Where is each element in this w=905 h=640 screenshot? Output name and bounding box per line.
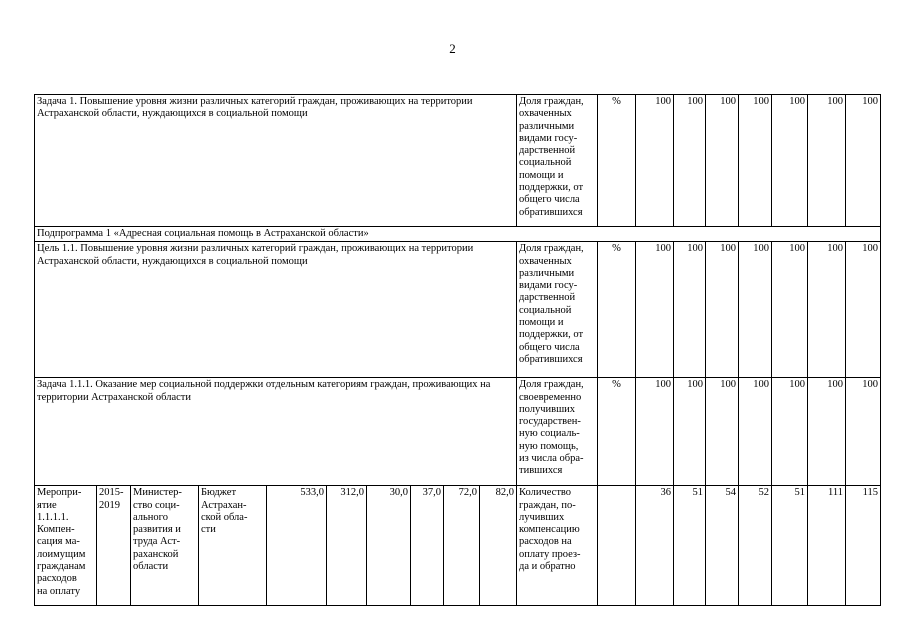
value-cell: 100 — [739, 378, 772, 486]
value-cell: 100 — [636, 242, 674, 378]
value-cell: 100 — [846, 95, 881, 227]
value-cell: 100 — [772, 242, 808, 378]
task-description: Задача 1. Повышение уровня жизни различных категорий граждан, проживающих на территории Астраханской области, нуждающихся в социальной помощи — [35, 95, 517, 227]
value-cell: 100 — [808, 378, 846, 486]
value-cell: 36 — [636, 486, 674, 606]
program-table — [34, 94, 881, 606]
finance-cell: 312,0 — [327, 486, 367, 606]
value-cell: 100 — [674, 242, 706, 378]
indicator-cell: Доля граждан, своевременно получивших государствен- ную социаль- ную помощь, из числа обра- тившихся — [517, 378, 598, 486]
unit-cell: % — [598, 242, 636, 378]
finance-cell: 533,0 — [267, 486, 327, 606]
task-row — [35, 95, 881, 227]
goal-description: Цель 1.1. Повышение уровня жизни различных категорий граждан, проживающих на территории Астраханской области, нуждающихся в социальной помощи — [35, 242, 517, 378]
value-cell: 54 — [706, 486, 739, 606]
value-cell: 115 — [846, 486, 881, 606]
value-cell: 52 — [739, 486, 772, 606]
unit-cell: % — [598, 95, 636, 227]
measure-executor: Министер- ство соци- ального развития и труда Аст- раханской области — [131, 486, 199, 606]
value-cell: 100 — [772, 95, 808, 227]
value-cell: 100 — [636, 378, 674, 486]
measure-row — [35, 486, 881, 606]
measure-period: 2015- 2019 — [97, 486, 131, 606]
value-cell: 100 — [739, 242, 772, 378]
indicator-cell: Количество граждан, по- лучивших компенсацию расходов на оплату проез- да и обратно — [517, 486, 598, 606]
subtask-row — [35, 378, 881, 486]
finance-cell: 37,0 — [411, 486, 444, 606]
value-cell: 100 — [706, 242, 739, 378]
value-cell: 100 — [846, 378, 881, 486]
value-cell: 51 — [772, 486, 808, 606]
goal-row — [35, 242, 881, 378]
value-cell: 100 — [808, 242, 846, 378]
finance-cell: 30,0 — [367, 486, 411, 606]
subprogram-title: Подпрограмма 1 «Адресная социальная помощь в Астраханской области» — [35, 227, 881, 242]
value-cell: 100 — [674, 378, 706, 486]
subtask-description: Задача 1.1.1. Оказание мер социальной поддержки отдельным категориям граждан, проживающих на территории Астраханской области — [35, 378, 517, 486]
unit-cell — [598, 486, 636, 606]
value-cell: 100 — [846, 242, 881, 378]
value-cell: 51 — [674, 486, 706, 606]
value-cell: 100 — [808, 95, 846, 227]
value-cell: 100 — [772, 378, 808, 486]
measure-source: Бюджет Астрахан- ской обла- сти — [199, 486, 267, 606]
value-cell: 100 — [739, 95, 772, 227]
finance-cell: 72,0 — [444, 486, 480, 606]
value-cell: 100 — [706, 378, 739, 486]
value-cell: 100 — [706, 95, 739, 227]
value-cell: 111 — [808, 486, 846, 606]
indicator-cell: Доля граждан, охваченных различными видами госу- дарственной социальной помощи и поддержки, от общего числа обратившихся — [517, 242, 598, 378]
measure-name: Меропри- ятие 1.1.1.1. Компен- сация ма- лоимущим гражданам расходов на оплату — [35, 486, 97, 606]
value-cell: 100 — [636, 95, 674, 227]
value-cell: 100 — [674, 95, 706, 227]
subprogram-row — [35, 227, 881, 242]
indicator-cell: Доля граждан, охваченных различными видами госу- дарственной социальной помощи и поддержки, от общего числа обратившихся — [517, 95, 598, 227]
unit-cell: % — [598, 378, 636, 486]
finance-cell: 82,0 — [480, 486, 517, 606]
page-number: 2 — [449, 41, 456, 56]
